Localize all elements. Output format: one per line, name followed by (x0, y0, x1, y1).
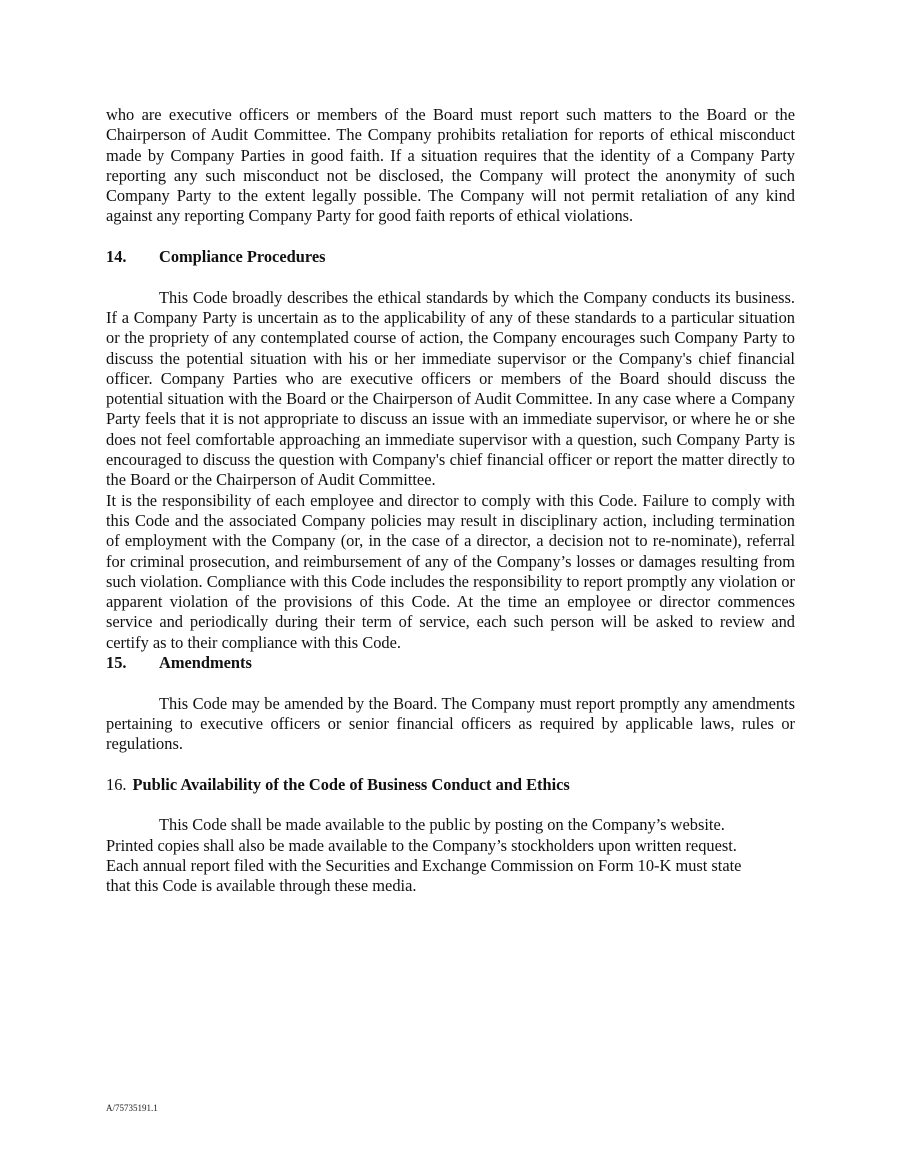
section-14-heading (106, 247, 795, 267)
section-16-heading (106, 775, 795, 795)
document-page (106, 105, 795, 897)
document-id-footer: A/75735191.1 (106, 1103, 158, 1113)
section-16-line-2: Printed copies shall also be made available to the Company’s stockholders upon written request. (106, 835, 737, 855)
section-16-line-3: Each annual report filed with the Securities and Exchange Commission on Form 10-K must state (106, 855, 742, 875)
section-16-line-4: that this Code is available through these media. (106, 876, 417, 896)
section-15-number: 15. (106, 653, 127, 673)
spacer (106, 795, 795, 815)
spacer (106, 267, 795, 287)
section-14-paragraph-1: This Code broadly describes the ethical standards by which the Company conducts its business. If a Company Party is uncertain as to the applicability of any of these standards to a particular situation or the propriety of any contemplated course of action, the Company encourages such Company Party to discuss the potential situation with his or her immediate supervisor or the Company's chief financial officer. Company Parties who are executive officers or members of the Board should discuss the potential situation with the Board or the Chairperson of Audit Committee. In any case where a Company Party feels that it is not appropriate to discuss an issue with an immediate supervisor, or where he or she does not feel comfortable approaching an immediate supervisor with a question, such Company Party is encouraged to discuss the question with Company's chief financial officer or report the matter directly to the Board or the Chairperson of Audit Committee. (106, 287, 795, 490)
section-15-paragraph-1: This Code may be amended by the Board. The Company must report promptly any amendments pertaining to executive officers or senior financial officers as required by applicable laws, rules or regulations. (106, 693, 795, 754)
section-16-title: Public Availability of the Code of Business Conduct and Ethics (132, 774, 570, 794)
section-15-heading (106, 653, 795, 673)
continuation-paragraph: who are executive officers or members of the Board must report such matters to the Board or the Chairperson of Audit Committee. The Company prohibits retaliation for reports of ethical misconduct made by Company Parties in good faith. If a situation requires that the identity of a Company Party reporting any such misconduct not be disclosed, the Company will protect the anonymity of such Company Party to the extent legally possible. The Company will not permit retaliation of any kind against any reporting Company Party for good faith reports of ethical violations. (106, 105, 795, 226)
section-14-title: Compliance Procedures (159, 247, 326, 267)
spacer (106, 227, 795, 247)
section-14-paragraph-2: It is the responsibility of each employee and director to comply with this Code. Failure to comply with this Code and the associated Company policies may result in disciplinary action, including termination of employment with the Company (or, in the case of a director, a decision not to re-nominate), referral for criminal prosecution, and reimbursement of any of the Company’s losses or damages resulting from such violation. Compliance with this Code includes the responsibility to report promptly any violation or apparent violation of the provisions of this Code. At the time an employee or director commences service and periodically during their term of service, each such person will be asked to review and certify as to their compliance with this Code. (106, 490, 795, 652)
section-15-title: Amendments (159, 653, 252, 673)
section-14-number: 14. (106, 247, 127, 267)
spacer (106, 673, 795, 693)
section-16-number: 16. (106, 774, 127, 794)
section-16-line-1: This Code shall be made available to the public by posting on the Company’s website. (159, 815, 725, 835)
spacer (106, 755, 795, 775)
